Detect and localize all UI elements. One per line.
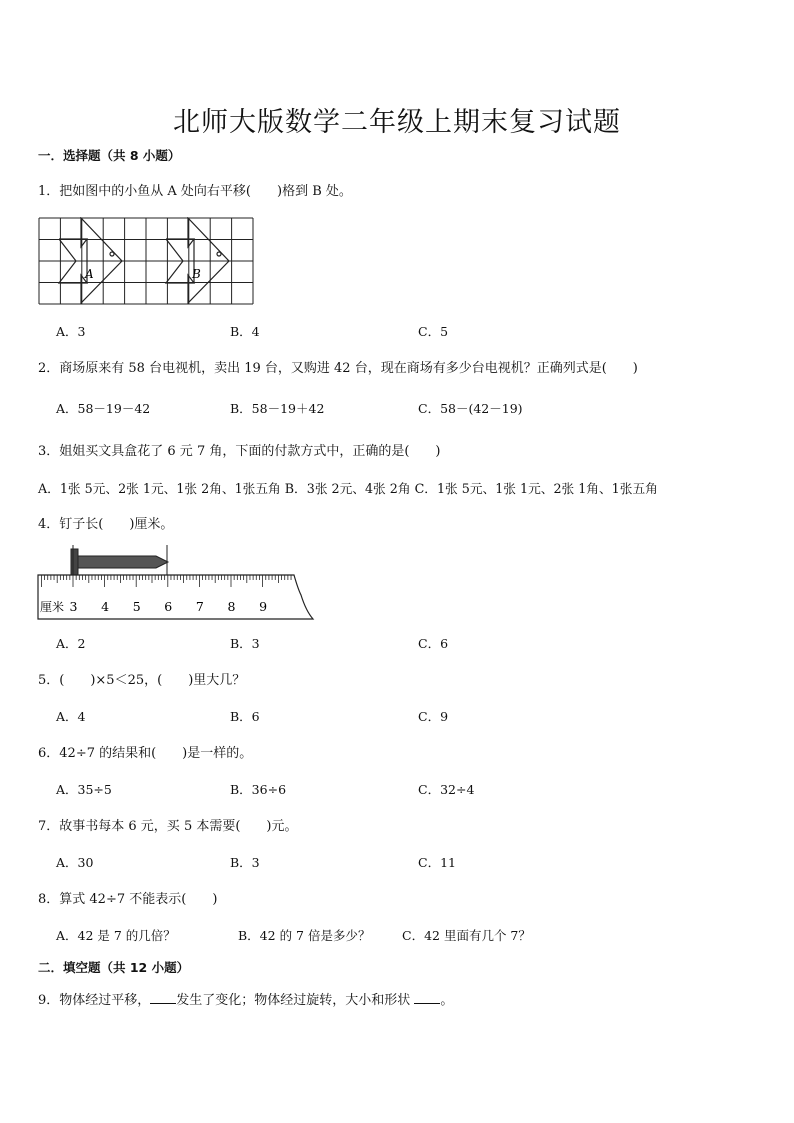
- ruler-body: [38, 575, 313, 619]
- section-heading-choice: 一．选择题（共 8 小题）: [38, 148, 181, 163]
- q4-option-a[interactable]: A．2: [56, 636, 86, 651]
- fish-b-eye: [217, 252, 221, 256]
- ruler-tick-label: 6: [164, 599, 173, 614]
- q9-blank-1[interactable]: [150, 993, 176, 1004]
- q5-option-b[interactable]: B．6: [230, 709, 260, 724]
- question-4: 4．钉子长( )厘米。: [38, 517, 174, 532]
- q5-option-c[interactable]: C．9: [418, 709, 449, 724]
- q1-option-a[interactable]: A．3: [56, 324, 86, 339]
- question-1: 1．把如图中的小鱼从 A 处向右平移( )格到 B 处。: [38, 184, 352, 199]
- q9-blank-2[interactable]: [414, 993, 440, 1004]
- ruler-tick-label: 7: [195, 599, 204, 614]
- ruler-unit: 厘米: [40, 600, 65, 614]
- q4-option-c[interactable]: C．6: [418, 636, 449, 651]
- question-6: 6．42÷7 的结果和( )是一样的。: [38, 746, 253, 761]
- q8-option-c[interactable]: C．42 里面有几个 7？: [402, 928, 531, 943]
- q6-option-c[interactable]: C．32÷4: [418, 782, 475, 797]
- fish-a-eye: [110, 252, 114, 256]
- q6-option-b[interactable]: B．36÷6: [230, 782, 287, 797]
- ruler-tick-label: 9: [259, 599, 268, 614]
- fish-label-a: A: [85, 267, 94, 281]
- q8-option-a[interactable]: A．42 是 7 的几倍？: [56, 928, 176, 943]
- ruler-tick-label: 8: [227, 599, 236, 614]
- q9-text-part3: 。: [440, 993, 454, 1008]
- section-heading-fill: 二．填空题（共 12 小题）: [38, 960, 190, 975]
- q2-option-a[interactable]: A．58－19－42: [56, 401, 151, 416]
- q7-option-c[interactable]: C．11: [418, 855, 456, 870]
- fish-label-b: B: [192, 267, 201, 281]
- q7-option-b[interactable]: B．3: [230, 855, 260, 870]
- ruler-tick-label: 5: [132, 599, 141, 614]
- question-2: 2．商场原来有 58 台电视机，卖出 19 台，又购进 42 台，现在商场有多少台电视机？正确列式是( ): [38, 361, 638, 376]
- question-3: 3．姐姐买文具盒花了 6 元 7 角，下面的付款方式中，正确的是( ): [38, 444, 441, 459]
- q3-options-line[interactable]: A．1张 5元、2张 1元、1张 2角、1张五角 B．3张 2元、4张 2角 C．1张 5元、1张 1元、2张 1角、1张五角: [38, 481, 658, 496]
- ruler-tick-label: 4: [101, 599, 110, 614]
- q4-option-b[interactable]: B．3: [230, 636, 260, 651]
- q5-option-a[interactable]: A．4: [56, 709, 86, 724]
- q2-option-b[interactable]: B．58－19＋42: [230, 401, 325, 416]
- nail: [71, 549, 168, 575]
- ruler-tick-label: 3: [69, 599, 78, 614]
- question-7: 7．故事书每本 6 元，买 5 本需要( )元。: [38, 819, 298, 834]
- q2-option-c[interactable]: C．58－(42－19): [418, 401, 523, 416]
- q1-option-b[interactable]: B．4: [230, 324, 260, 339]
- question-8: 8．算式 42÷7 不能表示( ): [38, 892, 218, 907]
- ruler-nail-figure: [36, 543, 318, 625]
- q9-text-part2: 发生了变化；物体经过旋转，大小和形状: [176, 993, 415, 1008]
- fish-grid-figure: [38, 217, 254, 307]
- q8-option-b[interactable]: B．42 的 7 倍是多少？: [238, 928, 371, 943]
- q1-option-c[interactable]: C．5: [418, 324, 449, 339]
- question-5: 5．( )×5＜25，( )里大几？: [38, 673, 246, 688]
- page-title: 北师大版数学二年级上期末复习试题: [173, 107, 621, 138]
- q6-option-a[interactable]: A．35÷5: [56, 782, 112, 797]
- question-9: [38, 989, 453, 1008]
- q9-text-part1: 9．物体经过平移，: [38, 993, 151, 1008]
- q7-option-a[interactable]: A．30: [56, 855, 94, 870]
